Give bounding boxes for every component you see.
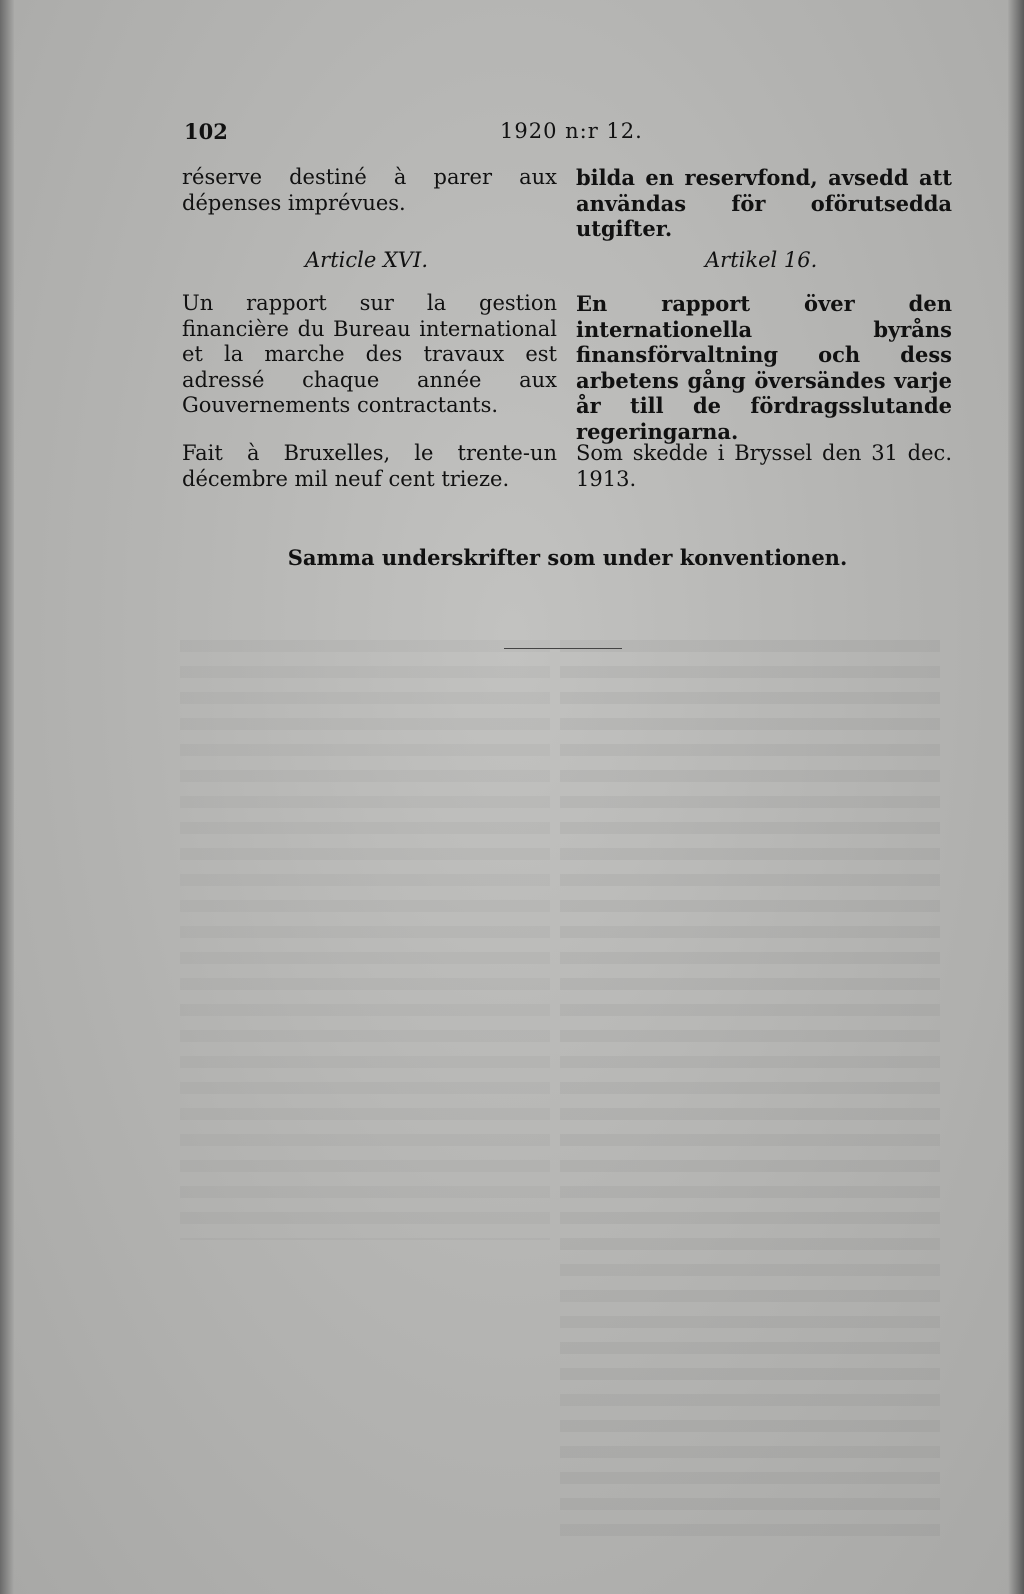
page-edge-left (0, 0, 14, 1594)
page-edge-right (1008, 0, 1024, 1594)
bleed-through-texture-left (180, 640, 550, 1240)
swedish-intro (576, 165, 952, 242)
french-article-text: Un rapport sur la gestion financière du Bureau international et la marche des travaux est adressé chaque année aux Gouvernements contractants. (182, 291, 557, 417)
french-article (182, 291, 557, 419)
bleed-through-texture (560, 640, 940, 1540)
swedish-article-text: En rapport över den internationella byråns finansförvaltning och dess arbetens gång översändes varje år till de fördragsslutande regeringarna. (576, 291, 952, 444)
page-header (184, 119, 954, 149)
running-head: 1920 n:r 12. (500, 119, 643, 143)
swedish-intro-text: bilda en reservfond, avsedd att användas för oförutsedda utgifter. (576, 165, 952, 241)
french-intro (182, 165, 557, 216)
french-article-heading: Article XVI. (305, 248, 429, 272)
signatures-note: Samma underskrifter som under konventionen. (287, 545, 848, 570)
french-closing-text: Fait à Bruxelles, le trente-un décembre mil neuf cent trieze. (182, 441, 557, 491)
swedish-closing-text: Som skedde i Bryssel den 31 dec. 1913. (576, 441, 952, 491)
swedish-article-heading: Artikel 16. (705, 248, 818, 272)
swedish-article (576, 291, 952, 444)
french-closing (182, 441, 557, 492)
page-number: 102 (184, 119, 228, 144)
french-intro-text: réserve destiné à parer aux dépenses imprévues. (182, 165, 557, 215)
swedish-closing (576, 441, 952, 492)
section-divider (504, 648, 622, 649)
